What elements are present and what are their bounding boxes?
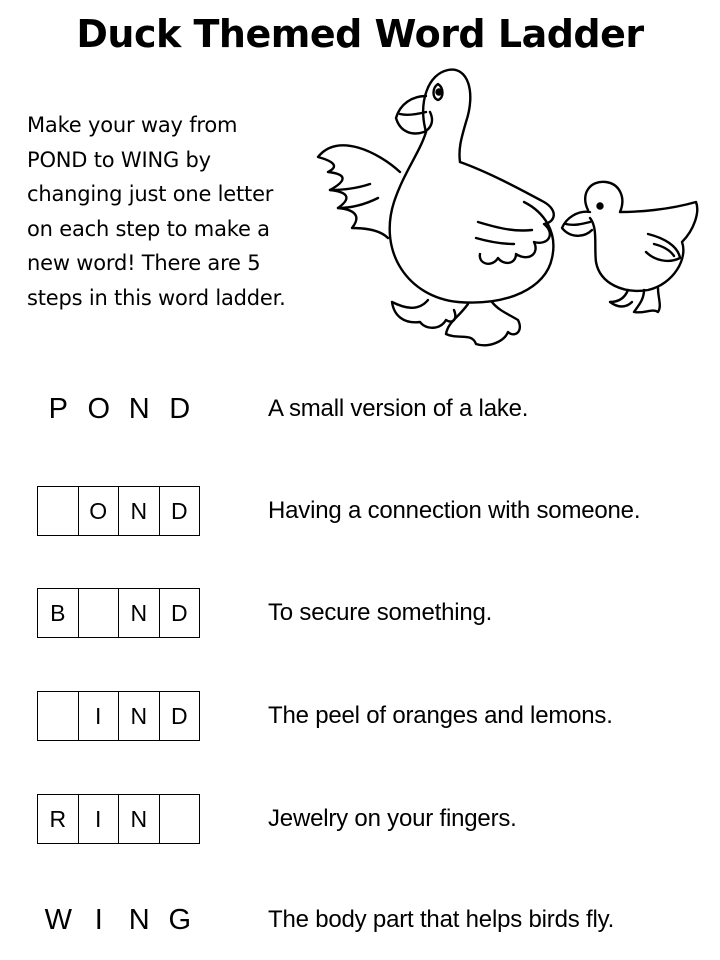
letter-boxes	[37, 794, 200, 844]
clue-text: The body part that helps birds fly.	[268, 906, 615, 933]
letter-boxes	[37, 486, 200, 536]
instructions-line: changing just one letter	[27, 182, 274, 206]
end-word	[38, 895, 200, 945]
letter-box: D	[170, 702, 188, 729]
letter-box: D	[170, 497, 188, 524]
letter-boxes	[37, 691, 200, 741]
clue-text: Jewelry on your fingers.	[268, 805, 517, 832]
clue-text: A small version of a lake.	[268, 395, 529, 422]
word-letter: N	[128, 903, 150, 936]
duck-and-duckling-icon	[308, 62, 718, 362]
instructions-line: on each step to make a	[27, 216, 270, 241]
word-letter: W	[44, 903, 72, 936]
letter-boxes	[37, 588, 200, 638]
letter-box: D	[170, 599, 188, 626]
letter-box: R	[38, 795, 79, 843]
word-letter: D	[169, 392, 191, 425]
word-letter: G	[168, 903, 192, 936]
ladder-rung	[0, 588, 720, 640]
letter-box: N	[119, 589, 160, 637]
instructions-line: steps in this word ladder.	[27, 285, 286, 310]
word-letter: N	[128, 392, 150, 425]
letter-box: N	[119, 795, 160, 843]
letter-box: I	[79, 692, 120, 740]
word-letter: I	[94, 903, 103, 936]
letter-box[interactable]	[79, 589, 120, 637]
instructions-line: new word! There are 5	[27, 251, 261, 275]
instructions-line: Make your way from	[27, 113, 238, 137]
instructions-line: POND to WING by	[27, 147, 211, 172]
start-word	[38, 384, 200, 434]
ladder-rung	[0, 794, 720, 846]
ladder-rung	[0, 384, 720, 436]
clue-text: To secure something.	[268, 599, 493, 626]
letter-box[interactable]	[38, 692, 79, 740]
letter-box: O	[79, 487, 120, 535]
ladder-rung	[0, 691, 720, 743]
clue-text: Having a connection with someone.	[268, 497, 641, 524]
letter-box[interactable]	[38, 487, 79, 535]
letter-box: N	[119, 487, 160, 535]
ladder-rung	[0, 895, 720, 947]
word-letter: O	[87, 392, 111, 425]
letter-box: N	[119, 692, 160, 740]
page-title: Duck Themed Word Ladder	[76, 12, 644, 56]
instructions	[27, 108, 327, 315]
clue-text: The peel of oranges and lemons.	[268, 702, 613, 729]
ladder-rung	[0, 486, 720, 538]
word-letter: P	[48, 392, 68, 425]
letter-box[interactable]	[160, 795, 200, 843]
letter-box: I	[79, 795, 120, 843]
letter-box: B	[38, 589, 79, 637]
